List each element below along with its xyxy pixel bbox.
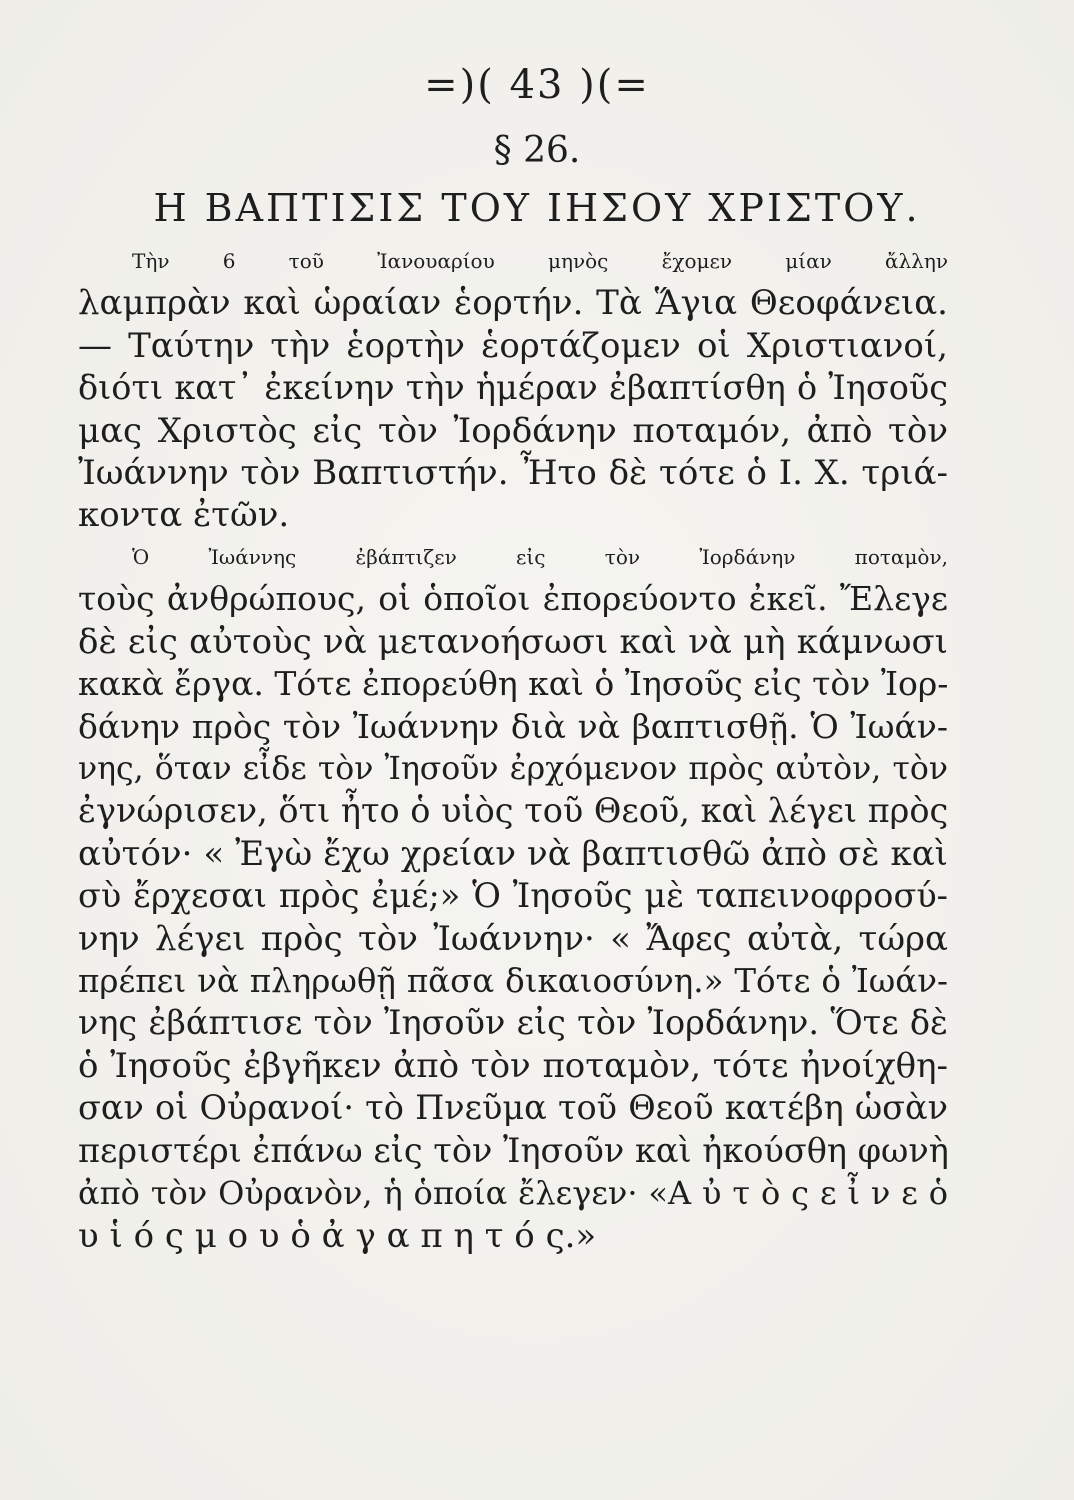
text-line: ἐγνώρισεν, ὅτι ἦτο ὁ υἱὸς τοῦ Θεοῦ, καὶ λέγει πρὸς — [78, 791, 949, 831]
text-line: ἀπὸ τὸν Οὐρανὸν, ἡ ὁποία ἔλεγεν· «Α ὐ τ ὸ ς ε ἶ ν ε ὁ — [78, 1174, 948, 1213]
text-line: μας Χριστὸς εἰς τὸν Ἰορδάνην ποταμόν, ἀπὸ τὸν — [78, 410, 948, 451]
text-line: αὐτόν· « Ἐγὼ ἔχω χρείαν νὰ βαπτισθῶ ἀπὸ σὲ καὶ — [78, 833, 948, 874]
text-line: δάνην πρὸς τὸν Ἰωάννην διὰ νὰ βαπτισθῇ. Ὁ Ἰωάν- — [78, 706, 948, 746]
text-line: κοντα ἐτῶν. — [78, 495, 290, 536]
text-line: τοὺς ἀνθρώπους, οἱ ὁποῖοι ἐπορεύοντο ἐκεῖ. Ἔλεγε — [78, 579, 948, 619]
text-line: Ἰωάννην τὸν Βαπτιστήν. Ἦτο δὲ τότε ὁ Ι. Χ. τριά- — [78, 453, 948, 494]
text-line: νην λέγει πρὸς τὸν Ἰωάννην· « Ἄφες αὐτὰ, τώρα — [78, 918, 948, 959]
page-number-header: =)( 43 )(= — [424, 62, 650, 108]
chapter-title: Η ΒΑΠΤΙΣΙΣ ΤΟΥ ΙΗΣΟΥ ΧΡΙΣΤΟΥ. — [153, 186, 921, 230]
paragraph-1 — [78, 240, 948, 537]
text-line: λαμπρὰν καὶ ὡραίαν ἑορτήν. Τὰ Ἅγια Θεοφάνεια. — [78, 283, 948, 324]
text-line: υ ἱ ό ς μ ο υ ὁ ἀ γ α π η τ ό ς.» — [78, 1215, 597, 1256]
text-line: ὁ Ἰησοῦς ἐβγῆκεν ἀπὸ τὸν ποταμὸν, τότε ἠνοίχθη- — [78, 1045, 948, 1086]
text-line: — Ταύτην τὴν ἑορτὴν ἑορτάζομεν οἱ Χριστιανοί, — [78, 325, 948, 366]
text-line: κακὰ ἔργα. Τότε ἐπορεύθη καὶ ὁ Ἰησοῦς εἰς τὸν Ἰορ- — [78, 664, 949, 704]
text-line: δὲ εἰς αὐτοὺς νὰ μετανοήσωσι καὶ νὰ μὴ κάμνωσι — [78, 621, 948, 662]
text-line: νης, ὅταν εἶδε τὸν Ἰησοῦν ἐρχόμενον πρὸς αὐτὸν, τὸν — [78, 751, 948, 788]
text-line: πρέπει νὰ πληρωθῇ πᾶσα δικαιοσύνη.» Τότε ὁ Ἰωάν- — [78, 962, 948, 1001]
text-line: Τὴν 6 τοῦ Ἰανουαρίου μηνὸς ἔχομεν μίαν ἄλλην — [132, 249, 948, 273]
section-number: § 26. — [493, 130, 581, 171]
paragraph-2 — [78, 536, 948, 1257]
text-line: Ὁ Ἰωάννης ἐβάπτιζεν εἰς τὸν Ἰορδάνην ποταμὸν, — [132, 545, 948, 569]
text-line: διότι κατ᾽ ἐκείνην τὴν ἡμέραν ἐβαπτίσθη ὁ Ἰησοῦς — [78, 368, 948, 408]
text-line: σαν οἱ Οὐρανοί· τὸ Πνεῦμα τοῦ Θεοῦ κατέβη ὡσὰν — [78, 1088, 948, 1128]
text-line: περιστέρι ἐπάνω εἰς τὸν Ἰησοῦν καὶ ἠκούσθη φωνὴ — [78, 1130, 949, 1170]
text-line: σὺ ἔρχεσαι πρὸς ἐμέ;» Ὁ Ἰησοῦς μὲ ταπεινοφροσύ- — [78, 876, 948, 916]
text-line: νης ἐβάπτισε τὸν Ἰησοῦν εἰς τὸν Ἰορδάνην. Ὅτε δὲ — [78, 1003, 948, 1043]
